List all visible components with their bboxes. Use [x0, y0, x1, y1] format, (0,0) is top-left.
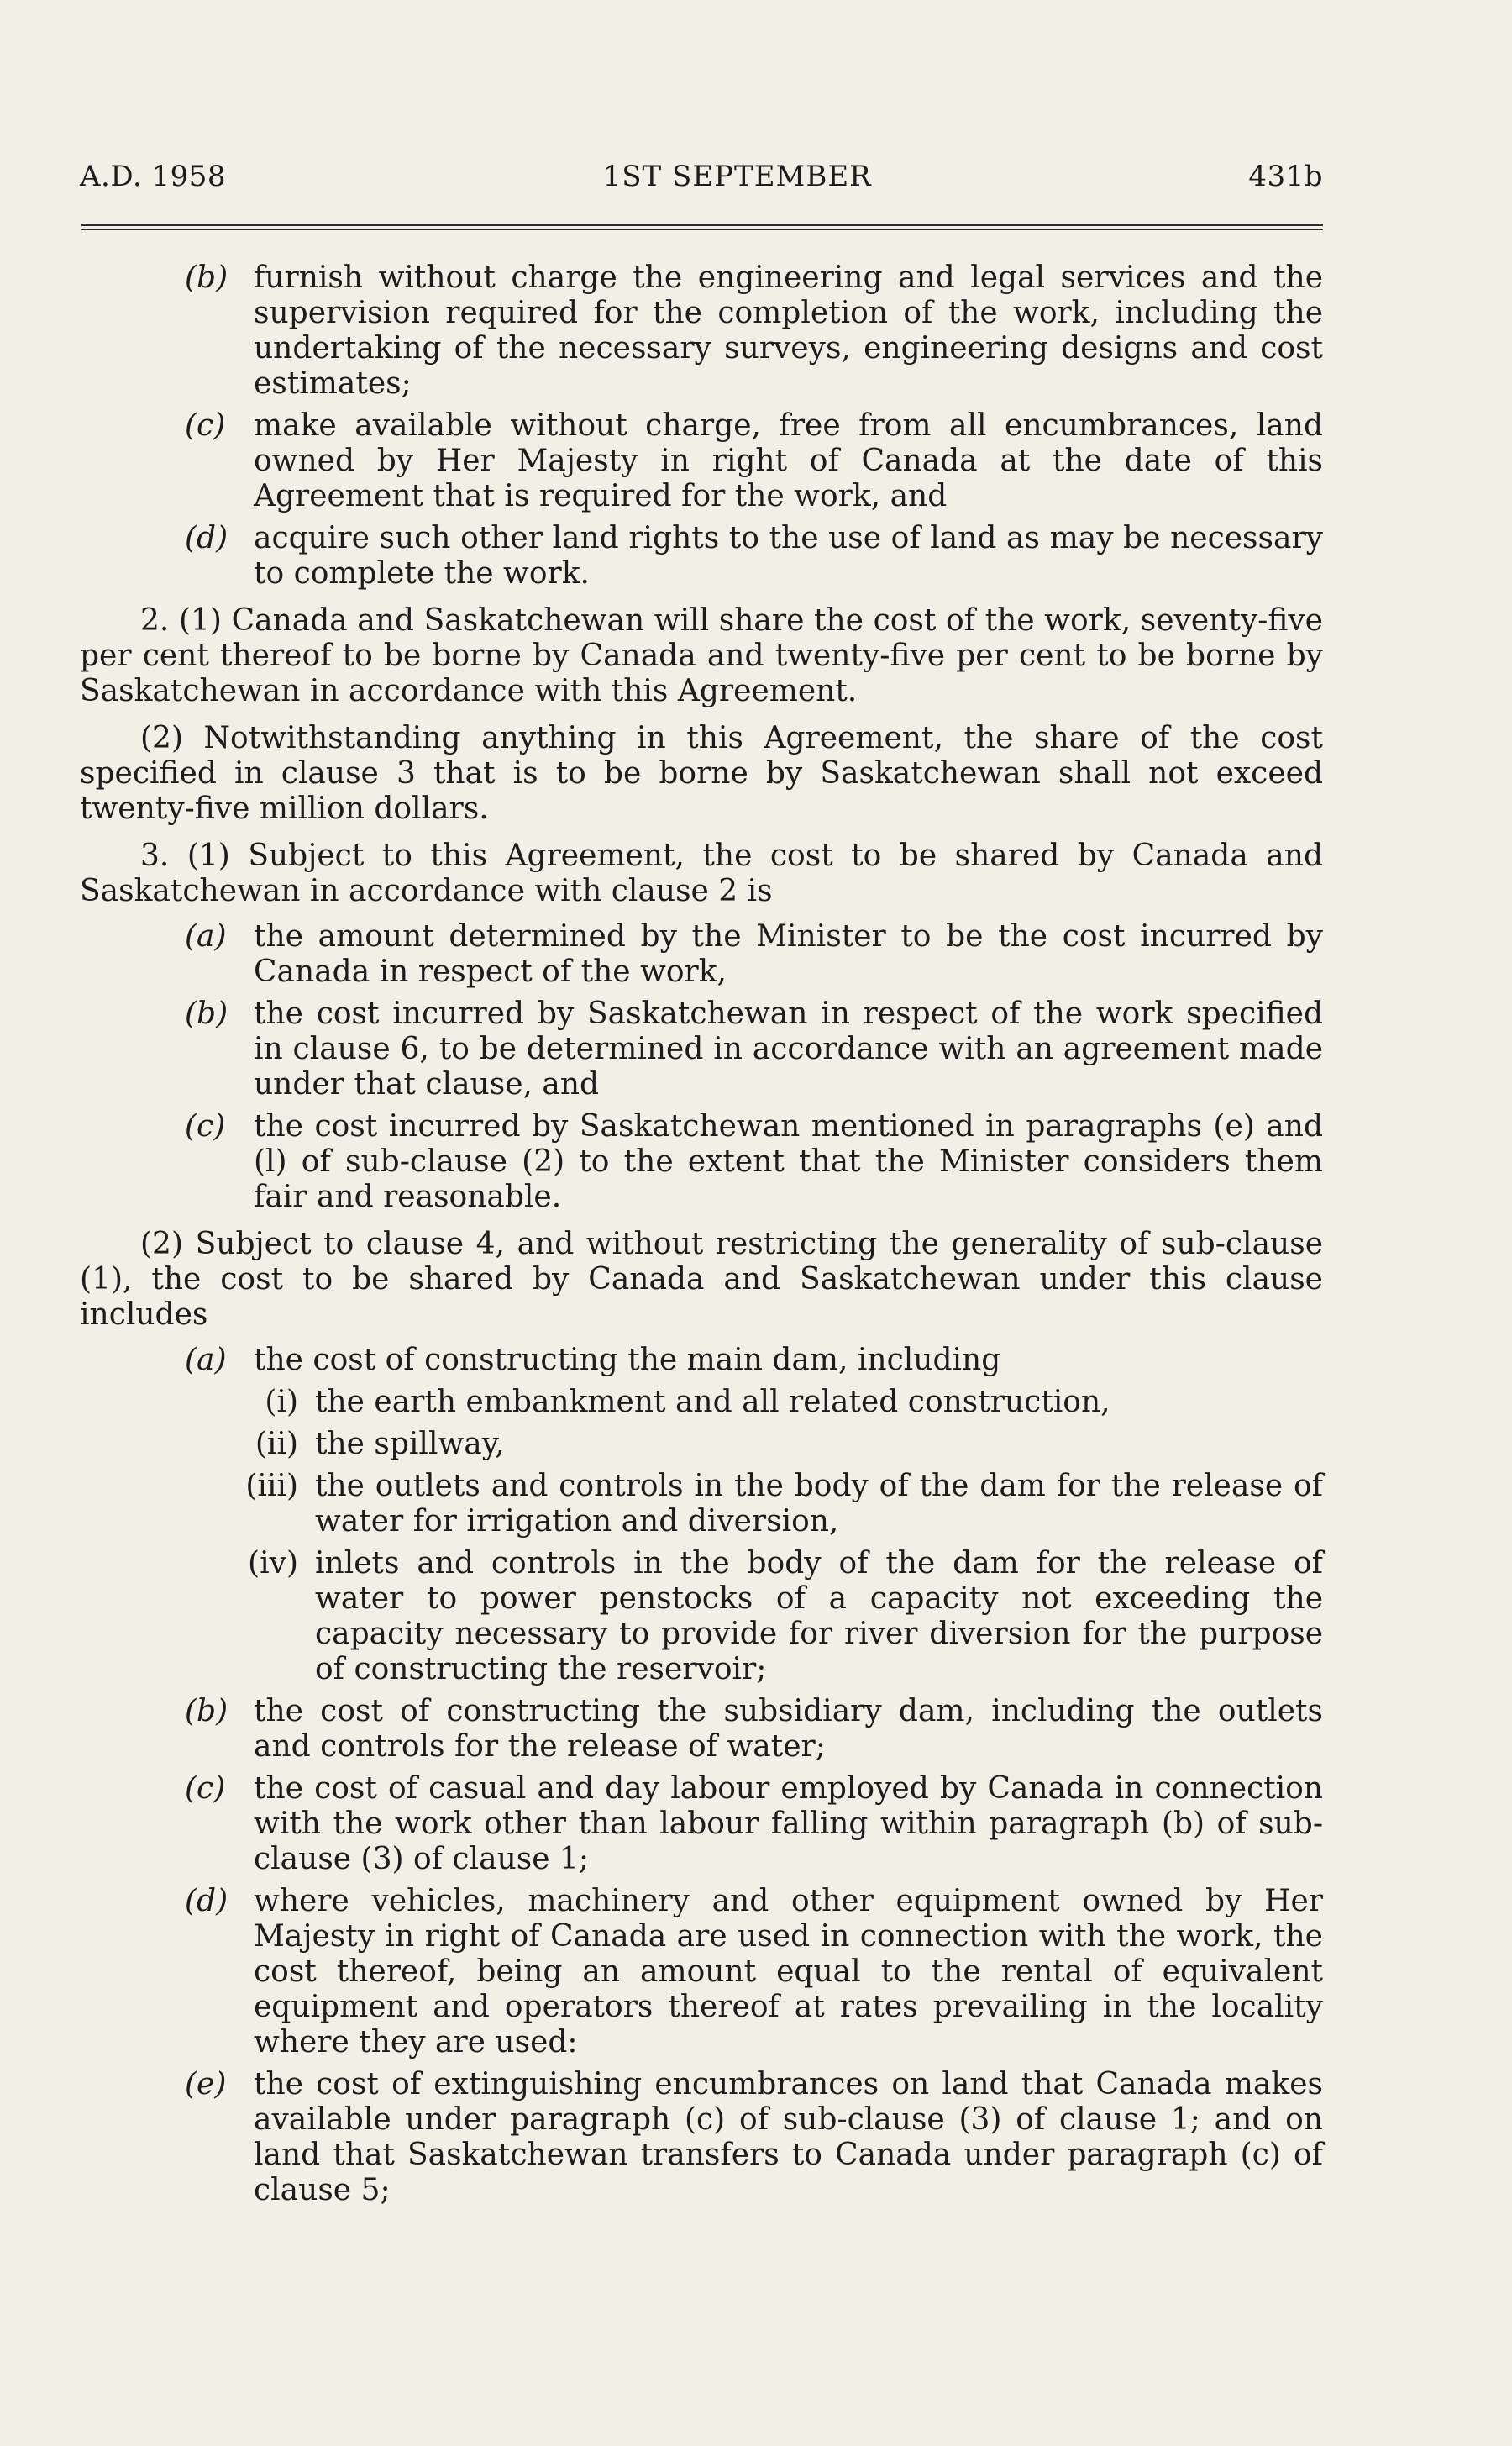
item-text: where vehicles, machinery and other equipment owned by Her Majesty in right of Canada are used in connection with the work, the cost thereof, being an amount equal to the rental of equivalent equipment and operators thereof at rates prevailing in the locality where they are used: [254, 1884, 1323, 2059]
header-date: 1ST SEPTEMBER [602, 160, 872, 193]
clause-3-1-a [80, 919, 1323, 990]
item-label: (c) [185, 1771, 226, 1806]
header-year: A.D. 1958 [80, 160, 227, 193]
subitem-label: (i) [265, 1385, 298, 1419]
clause-3-1-b [80, 997, 1323, 1102]
subitem-text: the earth embankment and all related construction, [315, 1385, 1110, 1419]
clause-2-1: 2. (1) Canada and Saskatchewan will share the cost of the work, seventy-five per cent thereof to be borne by Canada and twenty-five per cent to be borne by Saskatchewan in accordance with this Agreement. [80, 603, 1323, 708]
item-label: (b) [185, 260, 228, 295]
item-text: the cost incurred by Saskatchewan in respect of the work specified in clause 6, to be determined in accordance with an agreement made under that clause, and [254, 997, 1323, 1102]
item-text: acquire such other land rights to the use of land as may be necessary to complete the work. [254, 521, 1323, 591]
item-text: the cost of extinguishing encumbrances on land that Canada makes available under paragraph (c) of sub-clause (3) of clause 1; and on land that Saskatchewan transfers to Canada under paragraph (c) of clause 5; [254, 2067, 1323, 2207]
item-text: the amount determined by the Minister to be the cost incurred by Canada in respect of the work, [254, 919, 1323, 989]
clause-3-2-d [80, 1884, 1323, 2060]
clause-3-2-a-iii [80, 1469, 1323, 1539]
clause-3-2-a [80, 1343, 1323, 1378]
paragraph-c [80, 408, 1323, 514]
item-label: (b) [185, 997, 228, 1031]
item-label: (d) [185, 1884, 228, 1918]
document-body [80, 260, 1323, 2208]
item-text: the cost of casual and day labour employed by Canada in connection with the work other than labour falling within paragraph (b) of sub-clause (3) of clause 1; [254, 1771, 1323, 1876]
clause-3-2-a-i [80, 1385, 1323, 1420]
item-text: furnish without charge the engineering and legal services and the supervision required for the completion of the work, including the undertaking of the necessary surveys, engineering designs and cost estimates; [254, 260, 1323, 401]
subitem-text: the outlets and controls in the body of the dam for the release of water for irrigation and diversion, [315, 1469, 1323, 1539]
item-label: (c) [185, 408, 226, 443]
item-label: (a) [185, 1343, 227, 1377]
clause-3-2-e [80, 2067, 1323, 2208]
item-label: (b) [185, 1694, 228, 1728]
clause-2-2: (2) Notwithstanding anything in this Agreement, the share of the cost specified in clause 3 that is to be borne by Saskatchewan shall not exceed twenty-five million dollars. [80, 721, 1323, 826]
subitem-text: inlets and controls in the body of the dam for the release of water to power penstocks of a capacity not exceeding the capacity necessary to provide for river diversion for the purpose of constructing the reservoir; [315, 1546, 1323, 1686]
subitem-label: (iii) [245, 1469, 298, 1503]
clause-3-2-a-iv [80, 1546, 1323, 1687]
item-text: the cost incurred by Saskatchewan mentioned in paragraphs (e) and (l) of sub-clause (2) to the extent that the Minister considers them fair and reasonable. [254, 1109, 1323, 1214]
subitem-text: the spillway, [315, 1427, 505, 1461]
paragraph-b [80, 260, 1323, 402]
header-page-number: 431b [1248, 160, 1323, 193]
item-text: make available without charge, free from all encumbrances, land owned by Her Majesty in right of Canada at the date of this Agreement that is required for the work, and [254, 408, 1323, 513]
item-label: (d) [185, 521, 228, 555]
header-double-rule [81, 224, 1323, 230]
item-text: the cost of constructing the main dam, including [254, 1343, 1001, 1377]
item-label: (a) [185, 919, 227, 954]
clause-3-2-c [80, 1771, 1323, 1877]
clause-3-2-a-ii [80, 1427, 1323, 1462]
item-text: the cost of constructing the subsidiary dam, including the outlets and controls for the release of water; [254, 1694, 1323, 1764]
page-header [80, 160, 1323, 193]
item-label: (c) [185, 1109, 226, 1144]
subitem-label: (ii) [255, 1427, 298, 1461]
clause-3-1: 3. (1) Subject to this Agreement, the cost to be shared by Canada and Saskatchewan in accordance with clause 2 is [80, 839, 1323, 908]
clause-3-1-c [80, 1109, 1323, 1215]
paragraph-d [80, 521, 1323, 592]
clause-3-2: (2) Subject to clause 4, and without restricting the generality of sub-clause (1), the cost to be shared by Canada and Saskatchewan under this clause includes [80, 1227, 1323, 1332]
item-label: (e) [185, 2067, 227, 2101]
subitem-label: (iv) [248, 1546, 298, 1581]
clause-3-2-b [80, 1694, 1323, 1765]
